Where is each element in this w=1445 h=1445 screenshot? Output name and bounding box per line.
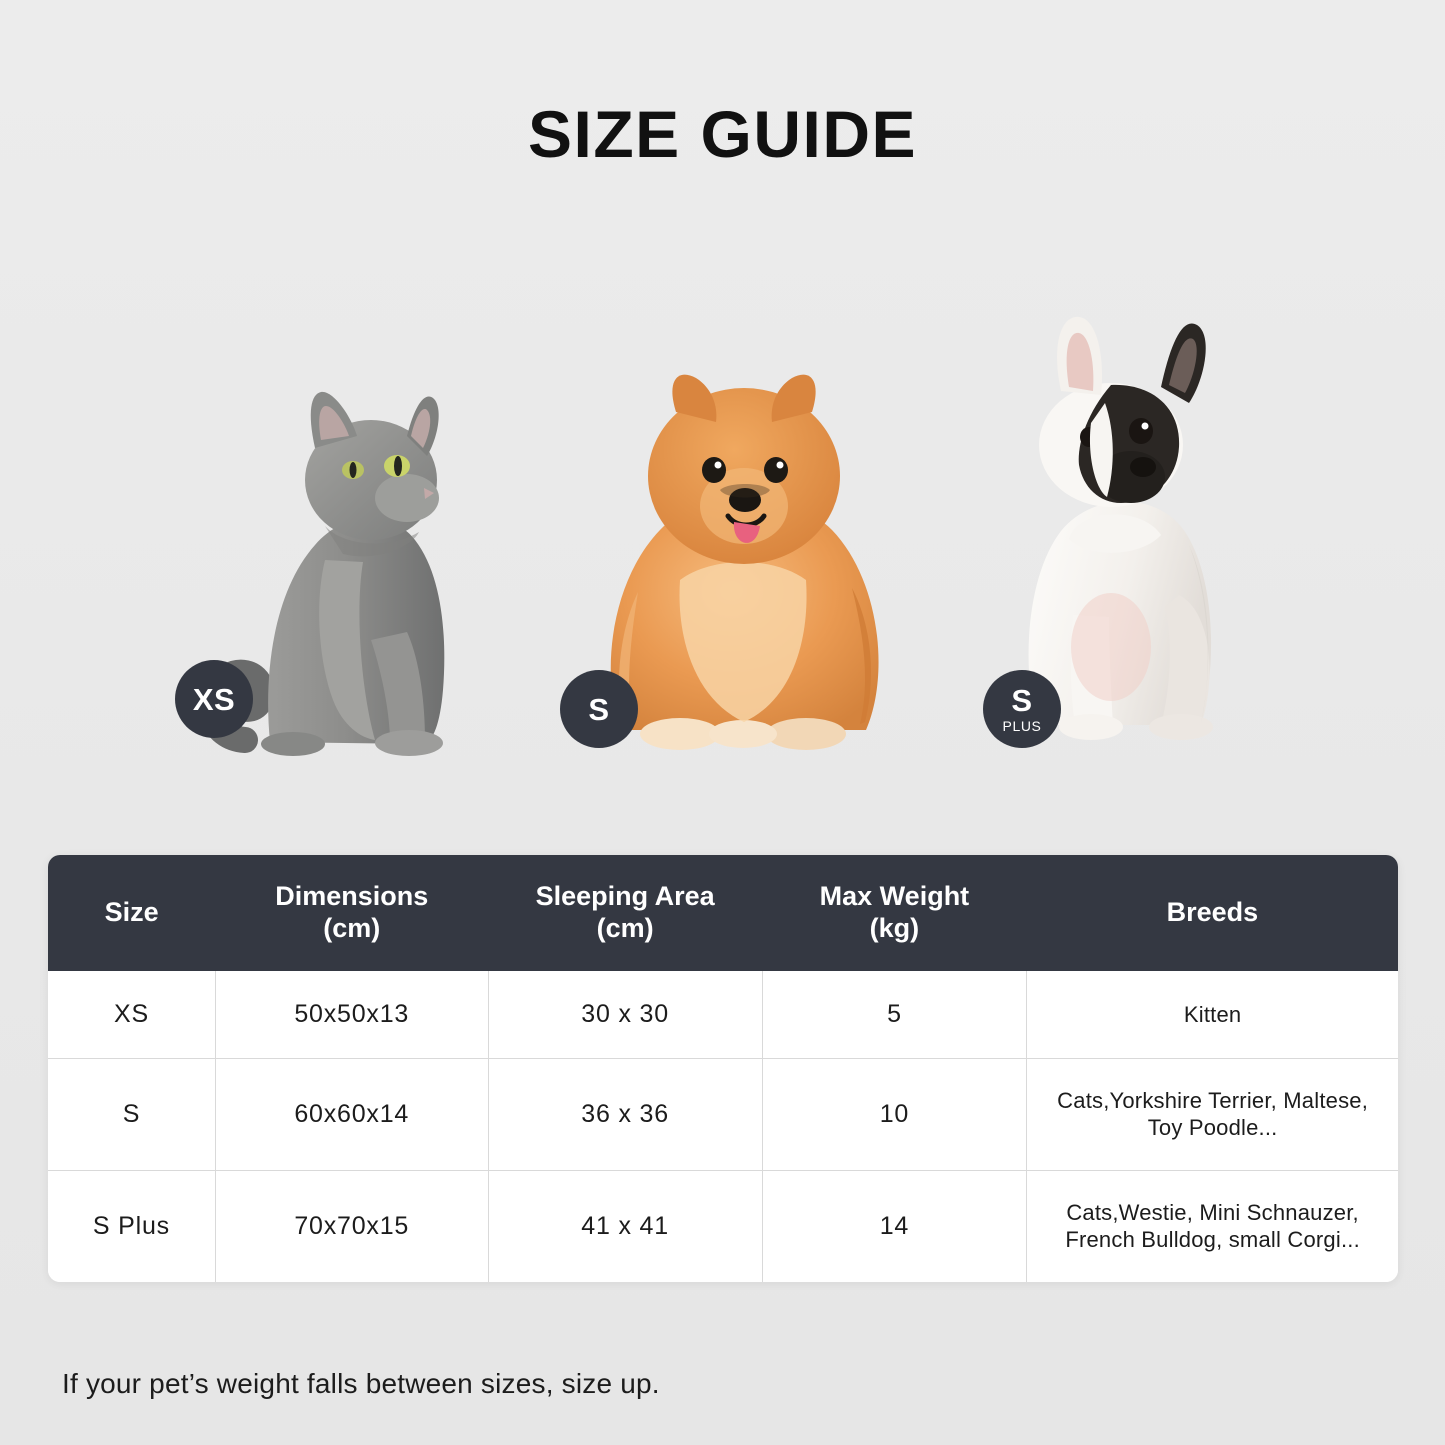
column-header-dimensions — [215, 855, 488, 971]
badge-s-plus-label: S — [1011, 683, 1033, 718]
badge-xs-label: XS — [192, 681, 236, 717]
cell-sleeping-area: 30 x 30 — [488, 971, 762, 1059]
column-header-size-label: Size — [104, 896, 159, 927]
size-table-body — [48, 971, 1398, 1282]
table-row — [48, 1058, 1398, 1170]
badge-s-plus-sublabel: PLUS — [1002, 718, 1042, 734]
cell-size: XS — [48, 971, 215, 1059]
badge-s — [560, 670, 638, 748]
size-table-head — [48, 855, 1398, 971]
page-title: SIZE GUIDE — [527, 97, 918, 171]
cell-size: S Plus — [48, 1170, 215, 1282]
cell-size: S — [48, 1058, 215, 1170]
table-row — [48, 971, 1398, 1059]
cell-max-weight: 5 — [762, 971, 1027, 1059]
cell-max-weight: 10 — [762, 1058, 1027, 1170]
size-table — [48, 855, 1398, 1282]
animal-cat — [175, 340, 520, 760]
cell-sleeping-area: 36 x 36 — [488, 1058, 762, 1170]
badge-xs — [175, 660, 253, 738]
badge-s-plus — [983, 670, 1061, 748]
column-header-size — [48, 855, 215, 971]
table-header-row — [48, 855, 1398, 971]
cell-dimensions: 70x70x15 — [215, 1170, 488, 1282]
column-header-max-weight — [762, 855, 1027, 971]
column-header-dimensions-label: Dimensions — [275, 881, 429, 911]
cell-sleeping-area: 41 x 41 — [488, 1170, 762, 1282]
cell-dimensions: 60x60x14 — [215, 1058, 488, 1170]
cell-max-weight: 14 — [762, 1170, 1027, 1282]
footnote-text: If your pet’s weight falls between sizes, size up. — [62, 1368, 660, 1399]
column-header-breeds — [1027, 855, 1398, 971]
animal-pomeranian — [560, 330, 930, 760]
animal-french-bulldog — [965, 295, 1265, 760]
column-header-sleeping-area — [488, 855, 762, 971]
badge-s-label: S — [588, 691, 610, 727]
cell-breeds: Kitten — [1027, 971, 1398, 1059]
cell-breeds: Cats,Westie, Mini Schnauzer, French Bulldog, small Corgi... — [1027, 1170, 1398, 1282]
column-header-breeds-label: Breeds — [1166, 896, 1259, 927]
cell-breeds: Cats,Yorkshire Terrier, Maltese, Toy Poodle... — [1027, 1058, 1398, 1170]
cell-dimensions: 50x50x13 — [215, 971, 488, 1059]
column-header-max-weight-unit: (kg) — [869, 912, 920, 943]
column-header-sleeping-area-label: Sleeping Area — [535, 881, 715, 911]
table-row — [48, 1170, 1398, 1282]
column-header-dimensions-unit: (cm) — [323, 912, 381, 943]
column-header-max-weight-label: Max Weight — [819, 881, 970, 911]
column-header-sleeping-area-unit: (cm) — [596, 912, 654, 943]
size-table-container — [48, 855, 1398, 1282]
animal-illustrations — [0, 280, 1445, 760]
